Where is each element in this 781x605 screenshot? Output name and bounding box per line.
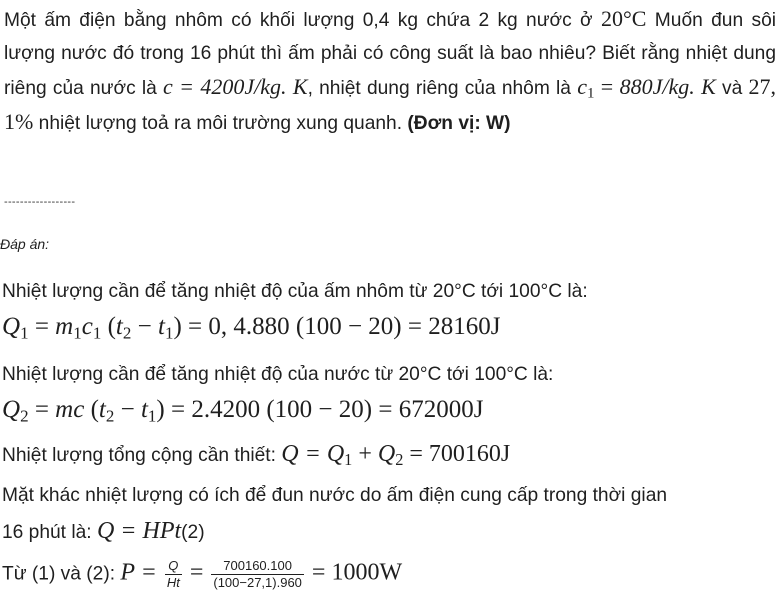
fraction-numeric: $\frac{700160.100}{(100-27,1).960}$ [213,558,302,590]
question-part-4: và [715,78,749,99]
equation-q1-rest: = 0, 4.880 (100 − 20) = 28160J [181,313,501,340]
equation-q2-rest: = 2.4200 (100 − 20) = 672000J [164,396,484,423]
question-text [4,2,776,140]
solution-line-6-text: Từ (1) và (2): [2,563,121,585]
separator: ------------------ [4,196,76,208]
heat-loss-percent: 27, 1% [4,74,776,134]
aluminum-specific-heat: $c_1 = 880J/kg$. K [577,74,716,102]
equation-power: P = [120,559,163,586]
power-result: = 1000W [305,559,403,586]
unit-hint: (Đơn vị: W) [407,113,511,134]
solution-line-3 [2,441,510,468]
question-part-3: , nhiệt dung riêng của nhôm là [307,78,578,99]
solution-line-6: Từ (1) và (2): P = $\frac{Q}{Ht}$ = $\frac{700160.100}{(100-27,1).960}$ = 1000W [2,558,403,590]
equation-ref-2: (2) [181,522,205,543]
question-part-1: Một ấm điện bằng nhôm có khối lượng 0,4 kg chứa 2 kg nước ở [4,10,601,31]
solution-line-2: Nhiệt lượng cần để tăng nhiệt độ của nước từ 20°C tới 100°C là: [2,364,554,385]
solution-line-1: Nhiệt lượng cần để tăng nhiệt độ của ấm nhôm từ 20°C tới 100°C là: [2,281,588,302]
solution-line-4: Mặt khác nhiệt lượng có ích để đun nước do ấm điện cung cấp trong thời gian [2,485,668,506]
question-part-5: nhiệt lượng toả ra môi trường xung quanh. [33,113,408,134]
equation-total-heat: $Q = Q_1 + Q_2 = 700160J$ [281,441,511,470]
equation-q2: $Q_2$ = mc $(t_2 - t_1) = 2.4200$ (100 − 20) = 672000J [2,396,484,426]
solution-line-3-text: Nhiệt lượng tổng cộng cần thiết: [2,445,282,466]
initial-temperature: 20°C [600,6,647,31]
equation-useful-heat: Q = HPt [96,518,182,544]
fraction-q-over-ht: $\frac{Q}{Ht}$ [166,558,180,590]
solution-line-5-text: 16 phút là: [2,522,97,543]
question-part-2: Muốn đun sôi lượng nước đó trong 16 phút thì ấm phải có công suất là bao nhiêu? Biết rằng nhiệt dung riêng của nước là [4,10,776,99]
solution-line-5 [2,518,205,545]
water-specific-heat: c = 4200J/kg. K [163,74,308,99]
answer-label: Đáp án: [0,236,50,252]
equation-q1: $Q_1 = m_1c_1$ $(t_2 - t_1) = 0$, 4.880 (100 − 20) = 28160J [2,313,501,343]
